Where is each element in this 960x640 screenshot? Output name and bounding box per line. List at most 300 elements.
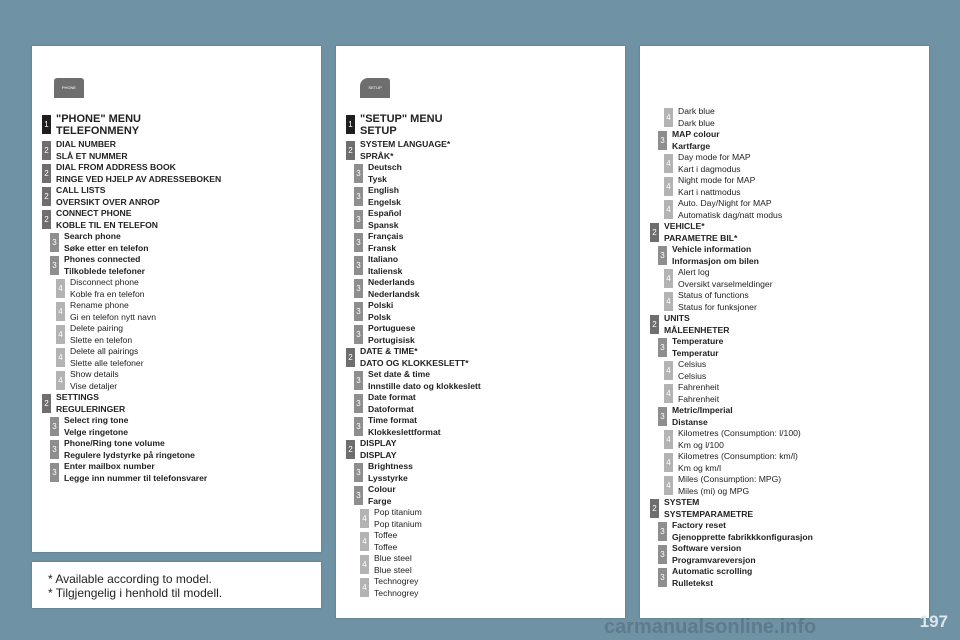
menu-item bbox=[56, 369, 318, 392]
menu-item-text bbox=[368, 323, 415, 346]
level-badge: 4 bbox=[56, 325, 65, 344]
menu-item-line: Deutsch bbox=[368, 162, 402, 172]
menu-item-line: Celsius bbox=[678, 370, 707, 381]
level-badge: 3 bbox=[354, 463, 363, 482]
menu-item-text bbox=[678, 175, 755, 198]
menu-item-line: Klokkeslettformat bbox=[368, 426, 441, 437]
menu-item-line: SLÅ ET NUMMER bbox=[56, 150, 128, 161]
menu-item-line: SYSTEM bbox=[664, 497, 700, 507]
menu-item-line: Blue steel bbox=[374, 564, 412, 575]
menu-item-line: OVERSIKT OVER ANROP bbox=[56, 196, 160, 207]
menu-item-line: Koble fra en telefon bbox=[70, 288, 145, 299]
menu-item-line: SETTINGS bbox=[56, 392, 99, 402]
level-badge: 3 bbox=[354, 325, 363, 344]
menu-item bbox=[658, 405, 926, 428]
menu-item-line: Status for funksjoner bbox=[678, 301, 757, 312]
level-badge: 3 bbox=[354, 256, 363, 275]
menu-item bbox=[354, 484, 622, 507]
menu-item bbox=[650, 497, 926, 520]
level-badge: 1 bbox=[42, 115, 51, 134]
menu-item-line: Kilometres (Consumption: km/l) bbox=[678, 451, 798, 461]
menu-item-text bbox=[678, 152, 751, 175]
menu-item-line: Search phone bbox=[64, 231, 121, 241]
menu-item bbox=[354, 323, 622, 346]
menu-item-line: Automatic scrolling bbox=[672, 566, 753, 576]
menu-item-text bbox=[56, 113, 141, 137]
phone-tab-icon: PHONE bbox=[54, 78, 84, 98]
menu-item-line: Informasjon om bilen bbox=[672, 255, 759, 266]
level-badge: 4 bbox=[664, 292, 673, 311]
menu-item-line: UNITS bbox=[664, 313, 690, 323]
level-badge: 2 bbox=[42, 210, 51, 229]
menu-item-line: Søke etter en telefon bbox=[64, 242, 149, 253]
menu-item-line: Technogrey bbox=[374, 587, 419, 598]
level-badge: 4 bbox=[56, 371, 65, 390]
menu-item-line: Datoformat bbox=[368, 403, 414, 414]
menu-item-text bbox=[672, 520, 813, 543]
menu-item-line: DIAL FROM ADDRESS BOOK bbox=[56, 162, 176, 172]
menu-item-text bbox=[678, 106, 715, 129]
menu-item-text bbox=[70, 346, 144, 369]
menu-item-line: Automatisk dag/natt modus bbox=[678, 209, 783, 220]
menu-item-text bbox=[360, 438, 396, 461]
menu-item-line: Enter mailbox number bbox=[64, 461, 155, 471]
menu-item-line: Gi en telefon nytt navn bbox=[70, 311, 156, 322]
level-badge: 3 bbox=[658, 131, 667, 150]
level-badge: 2 bbox=[42, 164, 51, 183]
menu-item-line: Fahrenheit bbox=[678, 393, 720, 404]
menu-item bbox=[354, 300, 622, 323]
level-badge: 2 bbox=[346, 141, 355, 160]
menu-item-line: Spansk bbox=[368, 219, 399, 230]
menu-item-text bbox=[374, 507, 422, 530]
level-badge: 4 bbox=[56, 302, 65, 321]
menu-item-text bbox=[368, 162, 402, 185]
menu-item-line: Phones connected bbox=[64, 254, 141, 264]
menu-item-text bbox=[64, 254, 145, 277]
menu-item-text bbox=[70, 323, 132, 346]
menu-item-line: Status of functions bbox=[678, 290, 749, 300]
menu-item-line: Colour bbox=[368, 484, 396, 494]
level-badge: 4 bbox=[664, 269, 673, 288]
menu-item-text bbox=[678, 198, 782, 221]
menu-item-text bbox=[360, 113, 443, 137]
menu-item bbox=[650, 221, 926, 244]
menu-item-line: Español bbox=[368, 208, 402, 218]
menu-item bbox=[658, 520, 926, 543]
menu-item-line: RINGE VED HJELP AV ADRESSEBOKEN bbox=[56, 173, 222, 184]
menu-item-line: Software version bbox=[672, 543, 742, 553]
menu-item-line: Vise detaljer bbox=[70, 380, 118, 391]
menu-item bbox=[658, 129, 926, 152]
menu-item-line: Kartfarge bbox=[672, 140, 711, 151]
level-badge: 3 bbox=[354, 187, 363, 206]
level-badge: 3 bbox=[658, 407, 667, 426]
level-badge: 4 bbox=[664, 154, 673, 173]
menu-item-text bbox=[64, 438, 195, 461]
menu-item-line: Celsius bbox=[678, 359, 707, 369]
menu-item-line: Temperatur bbox=[672, 347, 719, 358]
watermark: carmanualsonline.info bbox=[604, 616, 817, 638]
menu-item bbox=[354, 208, 622, 231]
menu-item bbox=[354, 369, 622, 392]
menu-item-line: Auto. Day/Night for MAP bbox=[678, 198, 772, 208]
menu-item bbox=[664, 152, 926, 175]
menu-item-text bbox=[374, 530, 397, 553]
level-badge: 4 bbox=[56, 348, 65, 367]
menu-item-line: Italiensk bbox=[368, 265, 403, 276]
menu-item-text bbox=[374, 576, 418, 599]
menu-item-text bbox=[368, 277, 420, 300]
menu-item-text bbox=[678, 451, 798, 474]
menu-item bbox=[354, 392, 622, 415]
level-badge: 4 bbox=[664, 453, 673, 472]
level-badge: 3 bbox=[658, 338, 667, 357]
menu-item-line: Rulletekst bbox=[672, 577, 714, 588]
menu-item-line: Polski bbox=[368, 300, 394, 310]
menu-item-text bbox=[56, 162, 221, 185]
menu-item bbox=[360, 507, 622, 530]
level-badge: 4 bbox=[664, 200, 673, 219]
menu-item bbox=[346, 110, 622, 139]
menu-item bbox=[50, 461, 318, 484]
menu-item-line: SETUP bbox=[360, 124, 397, 137]
level-badge: 3 bbox=[658, 522, 667, 541]
menu-item-text bbox=[678, 382, 719, 405]
menu-item-line: DISPLAY bbox=[360, 449, 397, 460]
menu-item-line: MÅLEENHETER bbox=[664, 324, 730, 335]
menu-item bbox=[354, 185, 622, 208]
menu-item bbox=[664, 359, 926, 382]
menu-item-line: Temperature bbox=[672, 336, 724, 346]
menu-item bbox=[664, 474, 926, 497]
menu-item-line: Toffee bbox=[374, 541, 398, 552]
menu-item-line: Français bbox=[368, 231, 404, 241]
menu-item-line: PARAMETRE BIL* bbox=[664, 232, 738, 243]
menu-item bbox=[50, 254, 318, 277]
menu-item-text bbox=[56, 139, 128, 162]
menu-item-text bbox=[64, 231, 149, 254]
menu-item-text bbox=[678, 474, 781, 497]
setup-menu-list bbox=[346, 110, 622, 599]
menu-item-text bbox=[360, 139, 450, 162]
level-badge: 4 bbox=[664, 177, 673, 196]
menu-item-line: Kart i dagmodus bbox=[678, 163, 741, 174]
footnote-text bbox=[48, 572, 222, 600]
menu-item-line: Italiano bbox=[368, 254, 399, 264]
menu-item-line: Delete pairing bbox=[70, 323, 124, 333]
menu-item bbox=[354, 162, 622, 185]
menu-item-text bbox=[672, 244, 759, 267]
setup-menu-continued-panel bbox=[640, 46, 929, 618]
menu-item bbox=[42, 139, 318, 162]
level-badge: 2 bbox=[346, 348, 355, 367]
level-badge: 3 bbox=[354, 279, 363, 298]
menu-item-line: Slette alle telefoner bbox=[70, 357, 144, 368]
level-badge: 1 bbox=[346, 115, 355, 134]
menu-item bbox=[354, 277, 622, 300]
menu-item-line: Rename phone bbox=[70, 300, 129, 310]
level-badge: 3 bbox=[354, 302, 363, 321]
menu-item-text bbox=[374, 553, 412, 576]
menu-item-line: KOBLE TIL EN TELEFON bbox=[56, 219, 159, 230]
menu-item-line: REGULERINGER bbox=[56, 403, 126, 414]
menu-item-text bbox=[368, 300, 393, 323]
menu-item-line: Innstille dato og klokkeslett bbox=[368, 380, 481, 391]
menu-item-line: SPRÅK* bbox=[360, 150, 394, 161]
menu-item-line: Km og l/100 bbox=[678, 439, 724, 450]
menu-item-line: "PHONE" MENU bbox=[56, 112, 141, 125]
level-badge: 3 bbox=[50, 440, 59, 459]
menu-item bbox=[658, 566, 926, 589]
menu-item bbox=[354, 461, 622, 484]
menu-item-line: CALL LISTS bbox=[56, 185, 106, 195]
menu-item-line: SYSTEM LANGUAGE* bbox=[360, 139, 451, 149]
menu-item bbox=[42, 208, 318, 231]
menu-item-line: Dark blue bbox=[678, 117, 715, 128]
menu-item-text bbox=[56, 185, 160, 208]
menu-item-line: Time format bbox=[368, 415, 418, 425]
level-badge: 3 bbox=[354, 417, 363, 436]
menu-item-line: DATO OG KLOKKESLETT* bbox=[360, 357, 469, 368]
menu-item-line: DATE & TIME* bbox=[360, 346, 418, 356]
setup-menu-continued-list bbox=[650, 106, 926, 589]
menu-item-line: Miles (mi) og MPG bbox=[678, 485, 750, 496]
menu-item-line: Day mode for MAP bbox=[678, 152, 751, 162]
menu-item bbox=[658, 244, 926, 267]
level-badge: 3 bbox=[658, 545, 667, 564]
menu-item-line: MAP colour bbox=[672, 129, 720, 139]
menu-item-line: DISPLAY bbox=[360, 438, 397, 448]
menu-item bbox=[50, 415, 318, 438]
level-badge: 3 bbox=[658, 568, 667, 587]
menu-item bbox=[360, 576, 622, 599]
level-badge: 3 bbox=[354, 486, 363, 505]
menu-item bbox=[50, 438, 318, 461]
menu-item-text bbox=[368, 484, 396, 507]
menu-item bbox=[664, 290, 926, 313]
menu-item-line: Kart i nattmodus bbox=[678, 186, 741, 197]
menu-item-text bbox=[672, 336, 723, 359]
level-badge: 2 bbox=[346, 440, 355, 459]
menu-item-line: Regulere lydstyrke på ringetone bbox=[64, 449, 195, 460]
menu-item-line: Km og km/l bbox=[678, 462, 721, 473]
menu-item bbox=[42, 392, 318, 415]
menu-item-line: Factory reset bbox=[672, 520, 726, 530]
menu-item-text bbox=[664, 497, 753, 520]
menu-item-text bbox=[368, 461, 413, 484]
menu-item-text bbox=[678, 290, 757, 313]
level-badge: 4 bbox=[56, 279, 65, 298]
menu-item-line: Tysk bbox=[368, 173, 387, 184]
menu-item-text bbox=[368, 415, 441, 438]
menu-item bbox=[42, 185, 318, 208]
level-badge: 4 bbox=[360, 509, 369, 528]
level-badge: 2 bbox=[42, 141, 51, 160]
menu-item-line: Brightness bbox=[368, 461, 413, 471]
level-badge: 3 bbox=[354, 164, 363, 183]
menu-item bbox=[664, 451, 926, 474]
menu-item-text bbox=[672, 129, 720, 152]
menu-item-text bbox=[678, 267, 773, 290]
menu-item-line: Velge ringetone bbox=[64, 426, 128, 437]
menu-item bbox=[664, 428, 926, 451]
menu-item-text bbox=[368, 208, 401, 231]
menu-item-text bbox=[672, 566, 752, 589]
level-badge: 2 bbox=[42, 394, 51, 413]
menu-item-line: Technogrey bbox=[374, 576, 419, 586]
level-badge: 4 bbox=[360, 578, 369, 597]
menu-item-line: Polsk bbox=[368, 311, 391, 322]
menu-item-line: Fahrenheit bbox=[678, 382, 720, 392]
menu-item bbox=[664, 175, 926, 198]
menu-item-line: Delete all pairings bbox=[70, 346, 139, 356]
menu-item-line: "SETUP" MENU bbox=[360, 112, 443, 125]
menu-item-text bbox=[672, 405, 733, 428]
menu-item-line: Engelsk bbox=[368, 196, 401, 207]
menu-item bbox=[354, 231, 622, 254]
menu-item-line: Lysstyrke bbox=[368, 472, 408, 483]
menu-item-line: Nederlandsk bbox=[368, 288, 420, 299]
menu-item-text bbox=[56, 208, 158, 231]
menu-item-line: Show details bbox=[70, 369, 119, 379]
menu-item bbox=[50, 231, 318, 254]
menu-item-line: VEHICLE* bbox=[664, 221, 705, 231]
level-badge: 3 bbox=[354, 233, 363, 252]
menu-item-line: Oversikt varselmeldinger bbox=[678, 278, 773, 289]
level-badge: 4 bbox=[360, 555, 369, 574]
menu-item-text bbox=[368, 231, 403, 254]
level-badge: 3 bbox=[50, 417, 59, 436]
level-badge: 4 bbox=[664, 108, 673, 127]
menu-item-line: Metric/Imperial bbox=[672, 405, 733, 415]
menu-item bbox=[664, 198, 926, 221]
menu-item-text bbox=[64, 415, 128, 438]
menu-item-line: Set date & time bbox=[368, 369, 431, 379]
menu-item bbox=[56, 277, 318, 300]
menu-item bbox=[354, 254, 622, 277]
menu-item bbox=[56, 346, 318, 369]
menu-item-text bbox=[678, 359, 706, 382]
menu-item-text bbox=[678, 428, 801, 451]
level-badge: 2 bbox=[650, 499, 659, 518]
menu-item bbox=[664, 106, 926, 129]
menu-item bbox=[664, 267, 926, 290]
menu-item-line: Portuguese bbox=[368, 323, 416, 333]
phone-menu-panel bbox=[32, 46, 321, 552]
menu-item-text bbox=[70, 277, 145, 300]
menu-item bbox=[360, 553, 622, 576]
menu-item-line: Phone/Ring tone volume bbox=[64, 438, 165, 448]
menu-item bbox=[664, 382, 926, 405]
menu-item-line: Blue steel bbox=[374, 553, 412, 563]
menu-item bbox=[346, 346, 622, 369]
menu-item-text bbox=[368, 254, 402, 277]
menu-item bbox=[42, 162, 318, 185]
menu-item-line: Kilometres (Consumption: l/100) bbox=[678, 428, 801, 438]
level-badge: 3 bbox=[354, 394, 363, 413]
level-badge: 4 bbox=[360, 532, 369, 551]
menu-item-line: DIAL NUMBER bbox=[56, 139, 116, 149]
footnote-panel bbox=[32, 562, 321, 608]
menu-item bbox=[658, 543, 926, 566]
menu-item-line: Pop titanium bbox=[374, 518, 422, 529]
menu-item-text bbox=[64, 461, 207, 484]
level-badge: 4 bbox=[664, 361, 673, 380]
footnote-line: * Available according to model. bbox=[48, 572, 212, 586]
menu-item bbox=[658, 336, 926, 359]
menu-item bbox=[56, 300, 318, 323]
menu-item-line: Tilkoblede telefoner bbox=[64, 265, 146, 276]
level-badge: 2 bbox=[42, 187, 51, 206]
menu-item-line: Select ring tone bbox=[64, 415, 129, 425]
menu-item-line: English bbox=[368, 185, 400, 195]
menu-item bbox=[346, 438, 622, 461]
menu-item bbox=[56, 323, 318, 346]
level-badge: 3 bbox=[50, 463, 59, 482]
menu-item bbox=[346, 139, 622, 162]
menu-item-text bbox=[70, 369, 119, 392]
menu-item-line: Pop titanium bbox=[374, 507, 422, 517]
menu-item-line: Slette en telefon bbox=[70, 334, 133, 345]
page-number: 197 bbox=[919, 612, 948, 631]
menu-item-text bbox=[70, 300, 156, 323]
level-badge: 2 bbox=[650, 223, 659, 242]
footnote-line: * Tilgjengelig i henhold til modell. bbox=[48, 586, 223, 600]
setup-menu-panel bbox=[336, 46, 625, 618]
menu-item-line: SYSTEMPARAMETRE bbox=[664, 508, 754, 519]
menu-item bbox=[354, 415, 622, 438]
menu-item bbox=[42, 110, 318, 139]
menu-item-line: CONNECT PHONE bbox=[56, 208, 132, 218]
menu-item-line: Fransk bbox=[368, 242, 397, 253]
menu-item-text bbox=[368, 369, 481, 392]
menu-item-line: Night mode for MAP bbox=[678, 175, 756, 185]
menu-item-text bbox=[56, 392, 125, 415]
level-badge: 3 bbox=[658, 246, 667, 265]
level-badge: 4 bbox=[664, 384, 673, 403]
level-badge: 3 bbox=[354, 371, 363, 390]
menu-item-line: Alert log bbox=[678, 267, 710, 277]
menu-item-text bbox=[664, 221, 737, 244]
level-badge: 4 bbox=[664, 430, 673, 449]
menu-item-text bbox=[664, 313, 729, 336]
menu-item-text bbox=[672, 543, 756, 566]
menu-item-line: Portugisisk bbox=[368, 334, 415, 345]
menu-item-line: Farge bbox=[368, 495, 392, 506]
menu-item-text bbox=[368, 392, 416, 415]
menu-item-line: TELEFONMENY bbox=[56, 124, 140, 137]
menu-item-line: Nederlands bbox=[368, 277, 415, 287]
menu-item-text bbox=[368, 185, 401, 208]
menu-item-line: Dark blue bbox=[678, 106, 715, 116]
menu-item-line: Toffee bbox=[374, 530, 398, 540]
level-badge: 3 bbox=[50, 256, 59, 275]
level-badge: 4 bbox=[664, 476, 673, 495]
menu-item-line: Vehicle information bbox=[672, 244, 752, 254]
phone-menu-list bbox=[42, 110, 318, 484]
level-badge: 2 bbox=[650, 315, 659, 334]
level-badge: 3 bbox=[354, 210, 363, 229]
setup-tab-icon: SETUP bbox=[360, 78, 390, 98]
menu-item-text bbox=[360, 346, 469, 369]
menu-item-line: Programvareversjon bbox=[672, 554, 756, 565]
level-badge: 3 bbox=[50, 233, 59, 252]
menu-item-line: Miles (Consumption: MPG) bbox=[678, 474, 782, 484]
menu-item-line: Legge inn nummer til telefonsvarer bbox=[64, 472, 208, 483]
menu-item-line: Disconnect phone bbox=[70, 277, 139, 287]
menu-item bbox=[650, 313, 926, 336]
